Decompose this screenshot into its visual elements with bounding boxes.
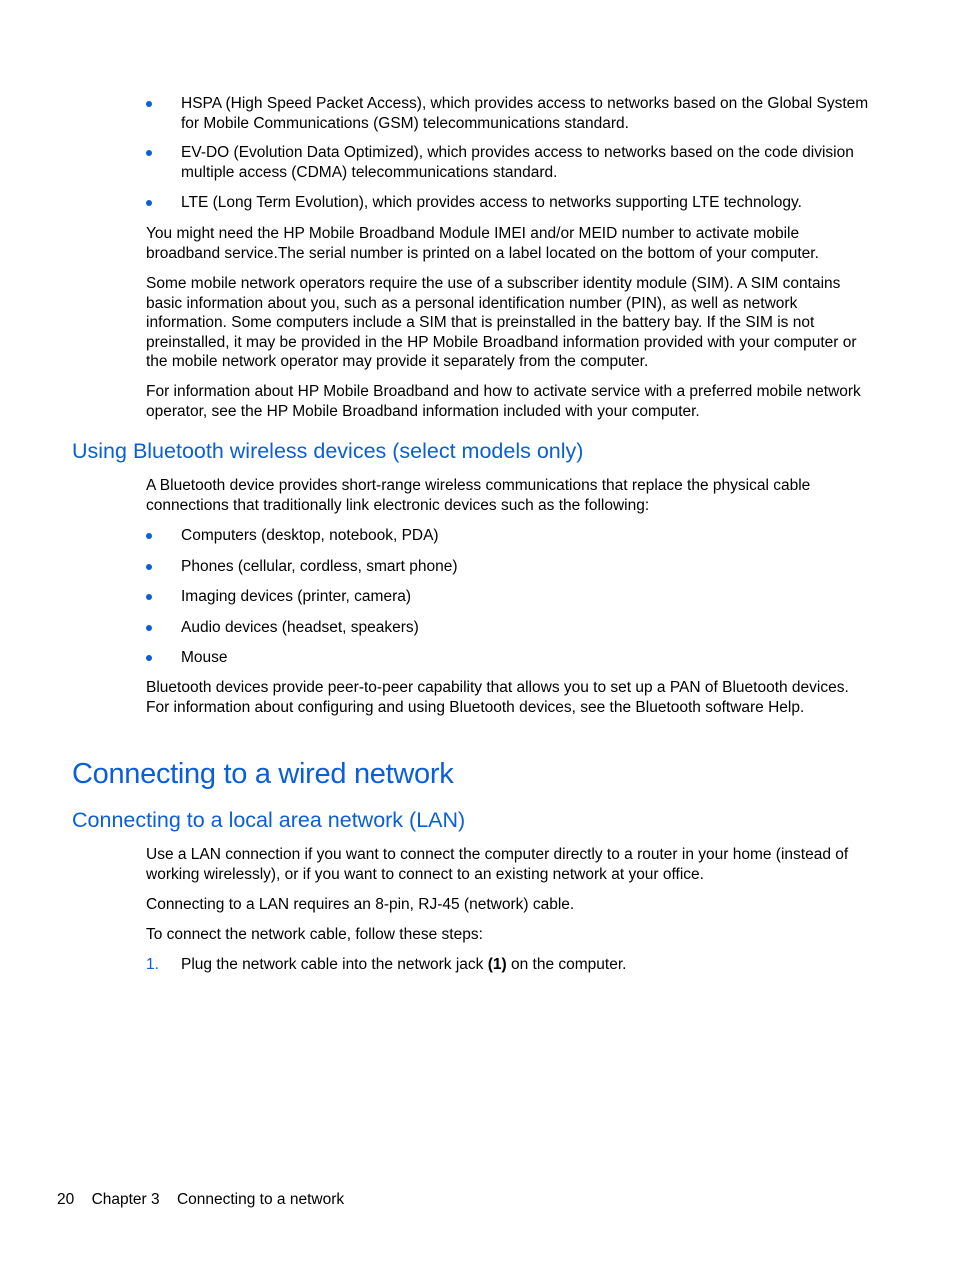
bullet-icon	[146, 101, 152, 107]
bullet-icon	[146, 150, 152, 156]
list-item	[146, 193, 874, 213]
bullet-icon	[146, 625, 152, 631]
list-item-text: HSPA (High Speed Packet Access), which provides access to networks based on the Global System for Mobile Communications (GSM) telecommunications standard.	[181, 95, 869, 132]
broadband-technology-list	[146, 94, 874, 213]
list-item	[146, 587, 874, 607]
list-item-text: Imaging devices (printer, camera)	[181, 588, 412, 605]
page-number: 20	[57, 1191, 75, 1208]
bullet-icon	[146, 594, 152, 600]
paragraph-broadband-info: For information about HP Mobile Broadband and how to activate service with a preferred mobile network operator, see the HP Mobile Broadband information included with your computer.	[146, 383, 861, 420]
bullet-icon	[146, 533, 152, 539]
bullet-icon	[146, 200, 152, 206]
list-item	[146, 94, 874, 133]
step-callout-number: (1)	[487, 956, 507, 973]
paragraph-lan-cable: Connecting to a LAN requires an 8-pin, RJ-45 (network) cable.	[146, 896, 575, 913]
paragraph-sim: Some mobile network operators require the use of a subscriber identity module (SIM). A SIM contains basic information about you, such as a personal identification number (PIN), as well as network information. Some computers include a SIM that is preinstalled in the battery bay. If the SIM is not preinstalled, it may be provided in the HP Mobile Broadband information provided with your computer or the mobile network operator may provide it separately from the computer.	[146, 275, 857, 370]
paragraph-bluetooth-intro: A Bluetooth device provides short-range wireless communications that replace the physical cable connections that traditionally link electronic devices such as the following:	[146, 477, 811, 514]
list-item	[146, 143, 874, 182]
list-item-text: Audio devices (headset, speakers)	[181, 618, 419, 636]
step-text	[181, 955, 874, 975]
paragraph-imei: You might need the HP Mobile Broadband Module IMEI and/or MEID number to activate mobile broadband service.The serial number is printed on a label located on the bottom of your computer.	[146, 225, 819, 262]
list-item	[146, 648, 874, 668]
step-text-before: Plug the network cable into the network jack	[181, 956, 488, 973]
list-item-text: EV-DO (Evolution Data Optimized), which provides access to networks based on the code division multiple access (CDMA) telecommunications standard.	[181, 144, 854, 181]
step-text-after: on the computer.	[506, 956, 627, 973]
chapter-heading-wired-network: Connecting to a wired network	[72, 758, 454, 790]
bluetooth-device-list	[146, 526, 874, 668]
bullet-icon	[146, 564, 152, 570]
list-item-text: Computers (desktop, notebook, PDA)	[181, 527, 439, 544]
list-item	[146, 526, 874, 546]
bullet-icon	[146, 655, 152, 661]
paragraph-lan-intro: Use a LAN connection if you want to connect the computer directly to a router in your home (instead of working wirelessly), or if you want to connect to an existing network at your office.	[146, 846, 849, 883]
list-item-text: Mouse	[181, 649, 228, 666]
section-heading-lan: Connecting to a local area network (LAN)	[72, 808, 466, 832]
page-footer	[57, 1190, 357, 1210]
list-item-text: LTE (Long Term Evolution), which provides access to networks supporting LTE technology.	[181, 194, 802, 211]
list-item-text: Phones (cellular, cordless, smart phone)	[181, 557, 458, 575]
list-item	[146, 618, 874, 638]
step-number: 1.	[146, 956, 159, 973]
footer-chapter-title: Connecting to a network	[176, 1191, 345, 1208]
paragraph-lan-steps: To connect the network cable, follow these steps:	[146, 926, 483, 943]
list-item	[146, 557, 874, 577]
paragraph-bluetooth-outro: Bluetooth devices provide peer-to-peer capability that allows you to set up a PAN of Bluetooth devices. For information about configuring and using Bluetooth devices, see the Bluetooth software Help.	[146, 679, 849, 716]
footer-chapter: Chapter 3	[91, 1191, 160, 1208]
section-heading-bluetooth: Using Bluetooth wireless devices (select models only)	[72, 439, 584, 463]
